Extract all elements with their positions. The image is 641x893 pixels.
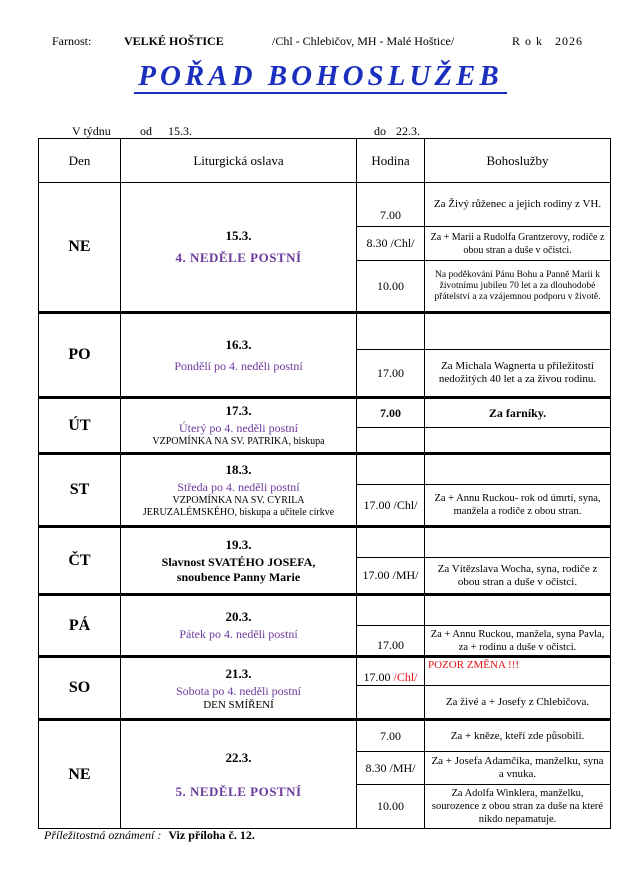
week-label: V týdnu xyxy=(72,124,111,138)
mass-cell: Za živé a + Josefy z Chlebičova. xyxy=(425,686,611,720)
day-cell: NE xyxy=(39,183,121,313)
table-row xyxy=(39,454,611,485)
hour-cell: 7.00 xyxy=(357,183,425,227)
mass-cell: Na poděkování Pánu Bohu a Panně Marii k životnímu jubileu 70 let a za dlouhodobé přátelství a za vzájemnou podporu v životě. xyxy=(425,261,611,313)
footer-note xyxy=(44,828,255,843)
table-header-row xyxy=(39,139,611,183)
date: 15.3. xyxy=(225,228,252,243)
liturgy-name: 4. NEDĚLE POSTNÍ xyxy=(175,250,302,265)
liturgy-name: Pátek po 4. neděli postní xyxy=(179,627,298,641)
mass-cell xyxy=(425,595,611,626)
liturgy-cell xyxy=(121,595,357,657)
col-header-services: Bohoslužby xyxy=(425,139,611,183)
day-cell: SO xyxy=(39,657,121,720)
liturgy-name: Středa po 4. neděli postní xyxy=(177,479,300,494)
date: 18.3. xyxy=(225,461,252,477)
hour-value: 17.00 xyxy=(363,670,391,684)
parish-label: Farnost: xyxy=(52,34,92,48)
hour-cell xyxy=(357,686,425,720)
mass-cell xyxy=(425,454,611,485)
mass-cell: Za + Marii a Rudolfa Grantzerovy, rodiče z obou stran a duše v očistci. xyxy=(425,227,611,261)
week-from-label: od xyxy=(140,124,152,138)
day-cell: ST xyxy=(39,454,121,527)
liturgy-cell xyxy=(121,398,357,454)
parish-subtitle: /Chl - Chlebičov, MH - Malé Hoštice/ xyxy=(272,34,455,48)
hour-cell: 7.00 xyxy=(357,720,425,752)
footer-label: Příležitostná oznámení : xyxy=(44,828,162,842)
hour-cell xyxy=(357,428,425,454)
week-from: 15.3. xyxy=(168,124,192,138)
parish-name: VELKÉ HOŠTICE xyxy=(124,34,224,48)
week-to-label: do xyxy=(374,124,386,138)
day-cell: PÁ xyxy=(39,595,121,657)
liturgy-name: Slavnost SVATÉHO JOSEFA, snoubence Panny Marie xyxy=(161,554,316,584)
day-cell: NE xyxy=(39,720,121,829)
table-row xyxy=(39,657,611,686)
page-title: POŘAD BOHOSLUŽEB xyxy=(0,60,641,93)
mass-cell: Za farníky. xyxy=(425,398,611,428)
hour-cell: 8.30 /MH/ xyxy=(357,752,425,785)
hour-cell: 17.00 /Chl/ xyxy=(357,485,425,527)
liturgy-cell xyxy=(121,454,357,527)
liturgy-name: Sobota po 4. neděli postní xyxy=(176,683,301,698)
col-header-day: Den xyxy=(39,139,121,183)
hour-cell: 17.00 /MH/ xyxy=(357,558,425,595)
hour-cell: 10.00 xyxy=(357,261,425,313)
liturgy-name: Úterý po 4. neděli postní xyxy=(179,421,298,435)
liturgy-cell xyxy=(121,720,357,829)
mass-cell xyxy=(425,313,611,350)
liturgy-note: VZPOMÍNKA NA SV. PATRIKA, biskupa xyxy=(152,436,325,447)
liturgy-cell xyxy=(121,183,357,313)
hour-cell xyxy=(357,454,425,485)
mass-cell: Za + kněze, kteří zde působili. xyxy=(425,720,611,752)
table-row xyxy=(39,398,611,428)
mass-cell xyxy=(425,428,611,454)
mass-cell: Za + Josefa Adamčíka, manželku, syna a vnuka. xyxy=(425,752,611,785)
liturgy-note: DEN SMÍŘENÍ xyxy=(203,698,274,711)
date: 22.3. xyxy=(225,749,252,765)
col-header-liturgy: Liturgická oslava xyxy=(121,139,357,183)
hour-cell xyxy=(357,313,425,350)
hour-place: /Chl/ xyxy=(393,670,418,684)
liturgy-cell xyxy=(121,527,357,595)
mass-cell: Za + Annu Ruckou, manžela, syna Pavla, za + rodinu a duše v očistci. xyxy=(425,626,611,657)
hour-cell xyxy=(357,657,425,686)
table-row xyxy=(39,720,611,752)
table-row xyxy=(39,313,611,350)
liturgy-cell xyxy=(121,313,357,398)
year: R o k 2026 xyxy=(512,34,584,48)
liturgy-cell xyxy=(121,657,357,720)
schedule-table xyxy=(38,138,611,829)
hour-cell: 17.00 xyxy=(357,350,425,398)
day-cell: ČT xyxy=(39,527,121,595)
week-to: 22.3. xyxy=(396,124,420,138)
hour-cell: 8.30 /Chl/ xyxy=(357,227,425,261)
date: 17.3. xyxy=(225,403,252,418)
date: 16.3. xyxy=(225,336,252,352)
liturgy-name: Pondělí po 4. neděli postní xyxy=(174,358,303,373)
liturgy-note: VZPOMÍNKA NA SV. CYRILA JERUZALÉMSKÉHO, biskupa a učitele církve xyxy=(142,494,335,518)
footer-value: Viz příloha č. 12. xyxy=(168,828,255,842)
table-row xyxy=(39,595,611,626)
hour-cell xyxy=(357,595,425,626)
change-alert: POZOR ZMĚNA !!! xyxy=(425,657,611,686)
mass-cell: Za Adolfa Winklera, manželku, sourozence z obou stran za duše na které nikdo nepamatuje. xyxy=(425,785,611,829)
date: 21.3. xyxy=(225,665,252,681)
hour-cell xyxy=(357,527,425,558)
table-row xyxy=(39,183,611,227)
mass-cell: Za Michala Wagnerta u příležitosti nedožitých 40 let a za živou rodinu. xyxy=(425,350,611,398)
hour-cell: 17.00 xyxy=(357,626,425,657)
date: 20.3. xyxy=(225,609,252,624)
liturgy-name: 5. NEDĚLE POSTNÍ xyxy=(175,783,302,799)
mass-cell: Za Vítězslava Wocha, syna, rodiče z obou stran a duše v očistci. xyxy=(425,558,611,595)
mass-cell: Za + Annu Ruckou- rok od úmrtí, syna, manžela a rodiče z obou stran. xyxy=(425,485,611,527)
table-row xyxy=(39,527,611,558)
day-cell: PO xyxy=(39,313,121,398)
date: 19.3. xyxy=(225,536,252,552)
mass-cell: Za Živý růženec a jejich rodiny z VH. xyxy=(425,183,611,227)
hour-cell: 10.00 xyxy=(357,785,425,829)
hour-cell: 7.00 xyxy=(357,398,425,428)
mass-cell xyxy=(425,527,611,558)
day-cell: ÚT xyxy=(39,398,121,454)
col-header-hour: Hodina xyxy=(357,139,425,183)
